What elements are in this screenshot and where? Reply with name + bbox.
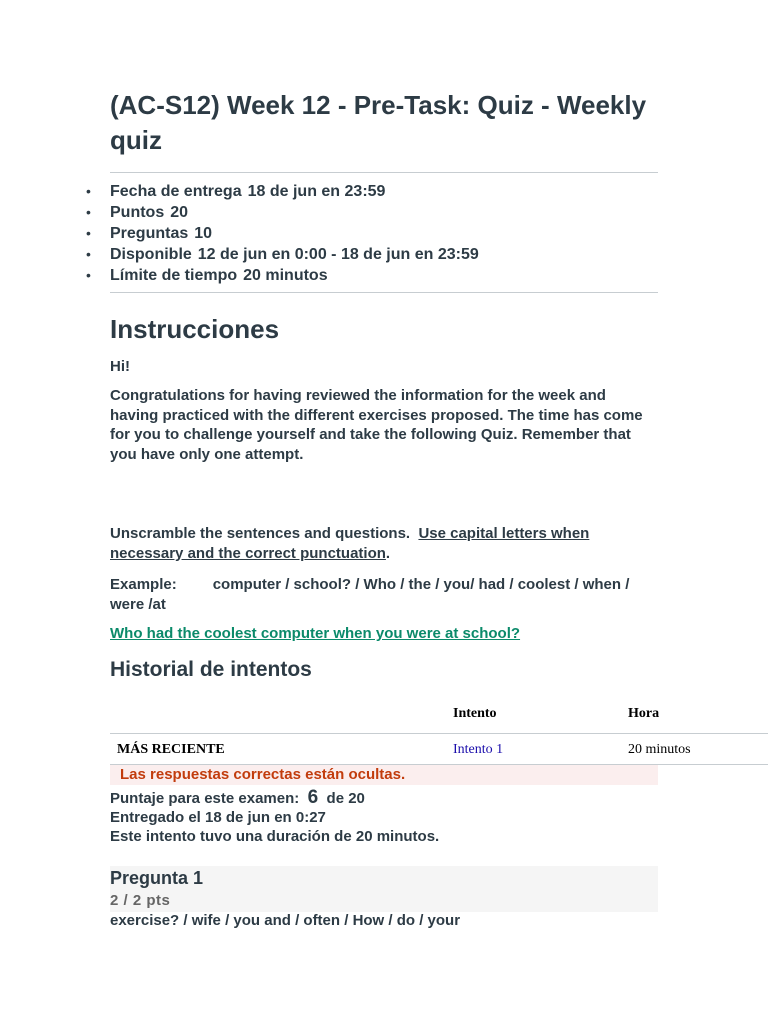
hidden-answers-alert: Las respuestas correctas están ocultas. bbox=[110, 765, 658, 785]
meta-available: • Disponible 12 de jun en 0:00 - 18 de jun en 23:59 bbox=[110, 244, 479, 265]
attempt-history-heading: Historial de intentos bbox=[110, 658, 312, 681]
instructions-heading: Instrucciones bbox=[110, 314, 280, 344]
duration-line: Este intento tuvo una duración de 20 minutos. bbox=[110, 828, 440, 845]
instructions-paragraph: Congratulations for having reviewed the information for the week and having practiced with the different exercises proposed. The time has come for you to challenge yourself and take the following Quiz. Remember that you have only one attempt. bbox=[110, 387, 643, 463]
meta-questions: • Preguntas 10 bbox=[110, 223, 479, 244]
divider bbox=[110, 172, 658, 173]
divider bbox=[110, 292, 658, 293]
attempt-1-link[interactable]: Intento 1 bbox=[453, 742, 504, 757]
meta-due-date: • Fecha de entrega 18 de jun en 23:59 bbox=[110, 181, 479, 202]
column-header-time: Hora bbox=[628, 706, 660, 721]
attempt-time: 20 minutos bbox=[628, 742, 691, 757]
question-header bbox=[110, 866, 658, 912]
meta-points: • Puntos 20 bbox=[110, 202, 479, 223]
question-text: exercise? / wife / you and / often / How / do / your bbox=[110, 912, 461, 929]
row-label-latest: MÁS RECIENTE bbox=[117, 742, 225, 757]
question-title: Pregunta 1 bbox=[110, 868, 204, 888]
example-answer: Who had the coolest computer when you were at school? bbox=[110, 625, 521, 642]
table-divider bbox=[110, 733, 768, 734]
greeting: Hi! bbox=[110, 358, 130, 375]
submitted-line: Entregado el 18 de jun en 0:27 bbox=[110, 809, 326, 826]
meta-time-limit: • Límite de tiempo 20 minutos bbox=[110, 265, 479, 286]
page-title: (AC-S12) Week 12 - Pre-Task: Quiz - Weekly quiz bbox=[110, 90, 647, 155]
quiz-meta-list bbox=[110, 181, 479, 286]
example: Example: computer / school? / Who / the / you/ had / coolest / when / were /at bbox=[110, 576, 630, 613]
score-value: 6 bbox=[307, 787, 319, 808]
score-line: Puntaje para este examen: 6 de 20 bbox=[110, 787, 365, 808]
question-points: 2 / 2 pts bbox=[110, 892, 171, 909]
unscramble-instructions: Unscramble the sentences and questions. Use capital letters when necessary and the correct punctuation. bbox=[110, 525, 590, 562]
column-header-attempt: Intento bbox=[453, 706, 497, 721]
